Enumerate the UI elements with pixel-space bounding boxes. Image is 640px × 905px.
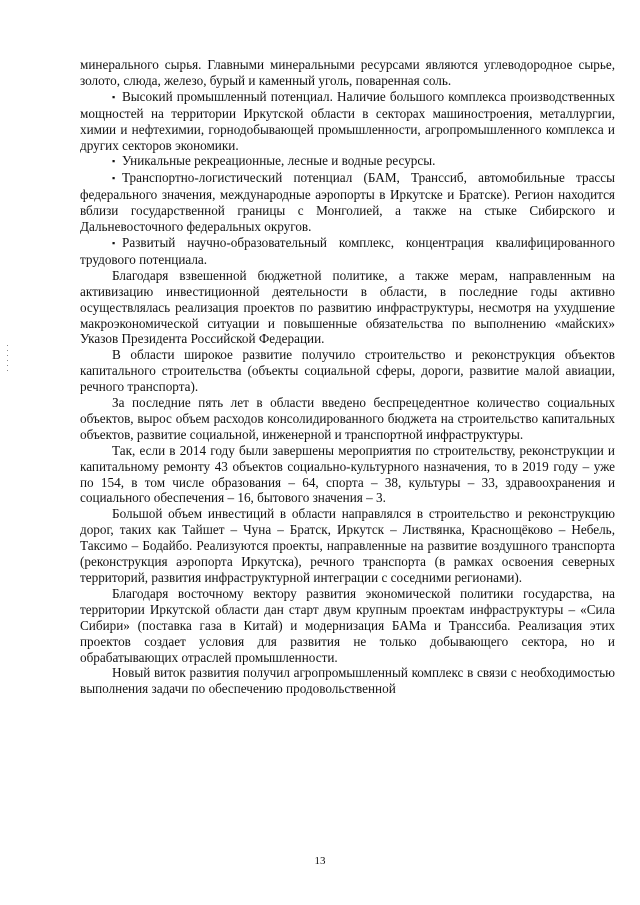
- paragraph-text: минерального сырья. Главными минеральными ресурсами являются углеводородное сырье, золото, слюда, железо, бурый и каменный уголь, поваренная соль.: [80, 57, 615, 88]
- body-text: [80, 57, 615, 697]
- paragraph-text: Большой объем инвестиций в области направлялся в строительство и реконструкцию дорог, таких как Тайшет – Чуна – Братск, Иркутск – Листвянка, Краснощёково – Небель, Таксимо – Бодайбо. Реализуются проекты, направленные на развитие воздушного транспорта (реконструкция аэропорта Иркутска), речного транспорта (в рамках освоения северных территорий, развития инфраструктурной интеграции с соседними регионами).: [80, 506, 615, 585]
- paragraph-text: Благодаря взвешенной бюджетной политике, а также мерам, направленным на активизацию инвестиционной деятельности в области, в последние годы активно осуществлялась реализация проектов по развитию инфраструктуры, несмотря на ухудшение макроэкономической ситуации и повышенные обязательства по выполнению «майских» Указов Президента Российской Федерации.: [80, 267, 615, 347]
- bullet-item-recreational-resources: [80, 153, 615, 170]
- margin-scan-marks: [7, 345, 9, 375]
- paragraph-text: Так, если в 2014 году были завершены мероприятия по строительству, реконструкции и капитальному ремонту 43 объектов социально-культурного назначения, то в 2019 году – уже по 154, в том числе образования – 64, спорта – 38, культуры – 33, здравоохранения и социального обеспечения – 16, бытового значения – 3.: [80, 442, 615, 506]
- paragraph-text: Новый виток развития получил агропромышленный комплекс в связи с необходимостью выполнения задачи по обеспечению продовольственной: [80, 665, 615, 697]
- paragraph-roads-investment: [80, 506, 615, 586]
- bullet-item-transport-logistics: [80, 170, 615, 235]
- paragraph-eastern-vector: [80, 586, 615, 666]
- bullet-icon: ▪: [112, 156, 116, 167]
- bullet-text: Высокий промышленный потенциал. Наличие большого комплекса производственных мощностей на территории Иркутской области в секторах машиностроения, металлургии, химии и нефтехимии, горнодобывающей промышленности, агропромышленного комплекса и других секторов экономики.: [80, 88, 615, 153]
- paragraph-construction: [80, 347, 615, 395]
- bullet-item-science-education: [80, 235, 615, 268]
- paragraph-text: За последние пять лет в области введено беспрецедентное количество социальных объектов, вырос объем расходов консолидированного бюджета на строительство капитальных объектов, развитие социальной, инженерной и транспортной инфраструктуры.: [80, 395, 615, 442]
- bullet-icon: ▪: [112, 173, 116, 184]
- paragraph-budget-policy: [80, 268, 615, 348]
- bullet-text: Развитый научно-образовательный комплекс, концентрация квалифицированного трудового потенциала.: [80, 234, 615, 267]
- bullet-item-industrial-potential: [80, 89, 615, 154]
- bullet-icon: ▪: [112, 237, 116, 248]
- paragraph-text: В области широкое развитие получило строительство и реконструкция объектов капитального строительства (объекты социальной сферы, дороги, развитие малой авиации, речного транспорта).: [80, 347, 615, 395]
- paragraph-agro-complex: [80, 665, 615, 697]
- bullet-text: Транспортно-логистический потенциал (БАМ, Транссиб, автомобильные трассы федерального значения, международные аэропорты в Иркутске и Братске). Регион находится вблизи государственной границы с Монголией, а также на стыке Сибирского и Дальневосточного федеральных округов.: [80, 170, 615, 235]
- paragraph-2014-2019-stats: [80, 443, 615, 507]
- paragraph-continuation: [80, 57, 615, 89]
- page-number: 13: [314, 855, 326, 867]
- bullet-text: Уникальные рекреационные, лесные и водные ресурсы.: [122, 153, 436, 169]
- paragraph-text: Благодаря восточному вектору развития экономической политики государства, на территории Иркутской области дан старт двум крупным проектам инфраструктуры – «Сила Сибири» (поставка газа в Китай) и модернизация БАМа и Транссиба. Реализация этих проектов создает условия для развития не только добывающего сектора, но и обрабатывающих отраслей промышленности.: [80, 585, 615, 665]
- paragraph-social-objects: [80, 395, 615, 443]
- bullet-icon: ▪: [112, 91, 116, 102]
